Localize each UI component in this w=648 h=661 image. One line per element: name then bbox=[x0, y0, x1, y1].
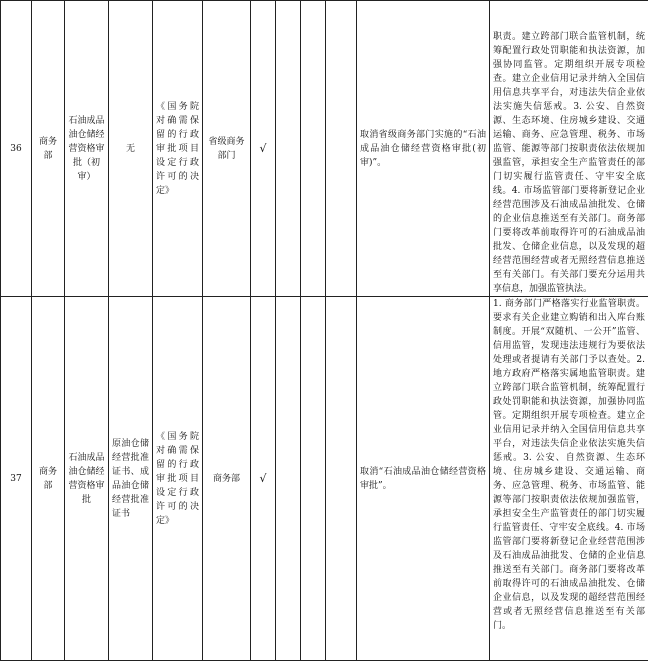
reform-content-cell bbox=[357, 1, 490, 297]
authority-level-cell bbox=[203, 1, 251, 297]
reform-method-check-cell bbox=[251, 1, 276, 297]
certificate-cell bbox=[109, 1, 153, 297]
row-number bbox=[1, 297, 32, 661]
empty-cell bbox=[326, 297, 357, 661]
row-number-text: 37 bbox=[1, 472, 31, 486]
reform-content-text: 取消省级商务部门实施的“石油成品油仓储经营资格审批(初审)”。 bbox=[357, 128, 489, 170]
legal-basis-text: 《国务院对确需保留的行政审批项目设定行政许可的决定》 bbox=[153, 100, 202, 198]
item-name-text: 石油成品油仓储经营资格审批 bbox=[65, 451, 108, 507]
authority-level-text: 省级商务部门 bbox=[203, 135, 250, 163]
department-text: 商务部 bbox=[32, 135, 64, 163]
reform-content-cell bbox=[357, 297, 490, 661]
row-number-text: 36 bbox=[1, 142, 31, 156]
item-name-cell bbox=[65, 1, 109, 297]
checkmark: √ bbox=[251, 472, 275, 486]
checkmark: √ bbox=[251, 142, 275, 156]
certificate-cell bbox=[109, 297, 153, 661]
reform-method-check-cell bbox=[251, 297, 276, 661]
legal-basis-cell bbox=[153, 297, 203, 661]
empty-cell bbox=[301, 297, 326, 661]
supervision-measures-text: 1. 商务部门严格落实行业监管职责。要求有关企业建立购销和出入库台账制度。开展“双随机、一公开”监管、信用监管，发现违法违规行为要依法处理或者提请有关部门予以查处。2. 地方政府严格落实属地监管职责。建立跨部门联合监管机制，统筹配置行政处罚职能和执法资源，加强协同监管。定期组织开展专项检查。建立企业信用记录并纳入全国信用信息共享平台，对违法失信企业依法实施失信惩戒。3. 公安、自然资源、生态环境、住房城乡建设、交通运输、商务、应急管理、税务、市场监管、能源等部门按职责依法依规加强监管，承担安全生产监管责任的部门切实履行监管责任、守牢安全底线。4. 市场监管部门要将新登记企业经营范围涉及石油成品油批发、仓储的企业信息推送至有关部门。商务部门要将改革前取得许可的石油成品油批发、仓储企业信息，以及发现的超经营范围经营或者无照经营信息推送至有关部门。 bbox=[490, 297, 648, 633]
reform-content-text: 取消“石油成品油仓储经营资格审批”。 bbox=[357, 465, 489, 493]
empty-cell bbox=[276, 297, 301, 661]
certificate-text: 原油仓储经营批准证书、成品油仓储经营批准证书 bbox=[109, 437, 152, 521]
table-row bbox=[1, 1, 648, 297]
empty-cell bbox=[301, 1, 326, 297]
row-number bbox=[1, 1, 32, 297]
item-name-cell bbox=[65, 297, 109, 661]
department-cell bbox=[32, 1, 65, 297]
table-row bbox=[1, 297, 648, 661]
item-name-text: 石油成品油仓储经营资格审批（初审） bbox=[65, 114, 108, 184]
authority-level-text: 商务部 bbox=[203, 472, 250, 486]
supervision-measures-cell bbox=[490, 1, 648, 297]
supervision-measures-cell bbox=[490, 297, 648, 661]
legal-basis-text: 《国务院对确需保留的行政审批项目设定行政许可的决定》 bbox=[153, 430, 202, 528]
legal-basis-cell bbox=[153, 1, 203, 297]
authority-level-cell bbox=[203, 297, 251, 661]
empty-cell bbox=[326, 1, 357, 297]
certificate-text: 无 bbox=[109, 142, 152, 156]
department-text: 商务部 bbox=[32, 465, 64, 493]
department-cell bbox=[32, 297, 65, 661]
supervision-measures-text: 职责。建立跨部门联合监管机制，统筹配置行政处罚职能和执法资源，加强协同监管。定期组织开展专项检查。建立企业信用记录并纳入全国信用信息共享平台，对违法失信企业依法实施失信惩戒。3. 公安、自然资源、生态环境、住房城乡建设、交通运输、商务、应急管理、税务、市场监管、能源等部门按职责依法依规加强监管，承担安全生产监管责任的部门切实履行监管责任、守牢安全底线。4. 市场监管部门要将新登记企业经营范围涉及石油成品油批发、仓储的企业信息推送至有关部门。商务部门要将改革前取得许可的石油成品油批发、仓储企业信息，以及发现的超经营范围经营或者无照经营信息推送至有关部门。有关部门要充分运用共享信息，加强监管执法。 bbox=[490, 30, 648, 296]
empty-cell bbox=[276, 1, 301, 297]
